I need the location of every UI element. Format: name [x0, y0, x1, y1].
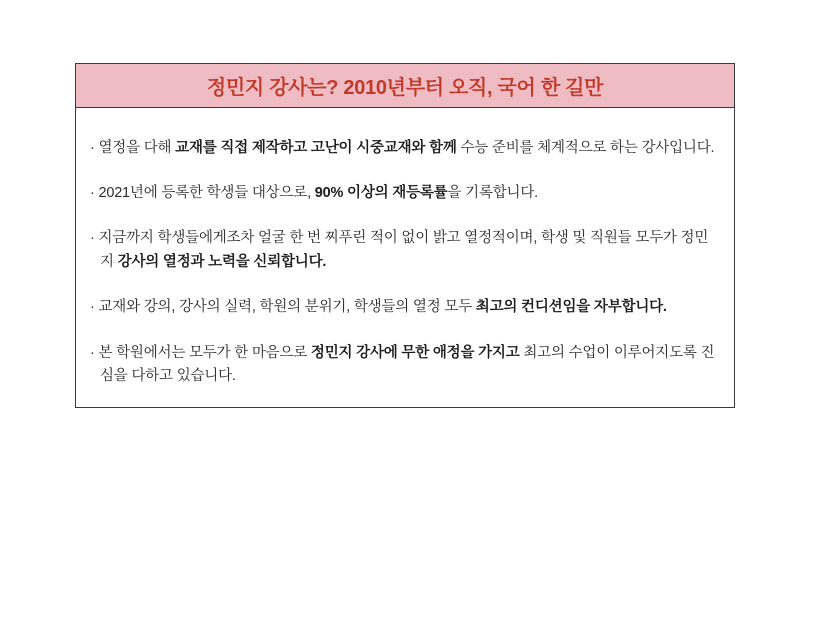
bullet-marker: · — [90, 344, 95, 361]
bullet-item — [90, 182, 720, 205]
bullet-text-emphasis: 90% 이상의 재등록률 — [314, 184, 448, 201]
bullet-marker: · — [90, 299, 95, 316]
bullet-text: 열정을 다해 — [94, 139, 176, 156]
bullet-text: 최고의 수업이 이루어지도록 진심을 다하고 있습니다. — [100, 344, 715, 385]
card-body — [76, 108, 734, 407]
bullet-text: 본 학원에서는 모두가 한 마음으로 — [94, 344, 311, 361]
bullet-item — [90, 296, 720, 319]
bullet-item — [90, 227, 720, 274]
bullet-text-emphasis: 교재를 직접 제작하고 고난이 시중교재와 함께 — [175, 139, 457, 156]
instructor-info-card — [75, 63, 735, 408]
bullet-text-emphasis: 강사의 열정과 노력을 신뢰합니다. — [117, 253, 327, 270]
bullet-item — [90, 137, 720, 160]
card-header-title: 정민지 강사는? 2010년부터 오직, 국어 한 길만 — [206, 77, 604, 99]
bullet-marker: · — [90, 230, 95, 247]
bullet-marker: · — [90, 139, 95, 156]
bullet-text: 수능 준비를 체계적으로 하는 강사입니다. — [456, 139, 715, 156]
bullet-text-emphasis: 최고의 컨디션임을 자부합니다. — [475, 299, 667, 316]
card-header — [76, 64, 734, 108]
bullet-item — [90, 342, 720, 389]
bullet-text-emphasis: 정민지 강사에 무한 애정을 가지고 — [310, 344, 520, 361]
bullet-text: 을 기록합니다. — [447, 184, 538, 201]
bullet-marker: · — [90, 184, 95, 201]
bullet-text: 지금까지 학생들에게조차 얼굴 한 번 찌푸린 적이 없이 밝고 열정적이며, 학생 및 직원들 모두가 정민지 — [94, 230, 709, 270]
bullet-text: 2021년에 등록한 학생들 대상으로, — [94, 184, 315, 201]
bullet-text: 교재와 강의, 강사의 실력, 학원의 분위기, 학생들의 열정 모두 — [94, 299, 476, 316]
